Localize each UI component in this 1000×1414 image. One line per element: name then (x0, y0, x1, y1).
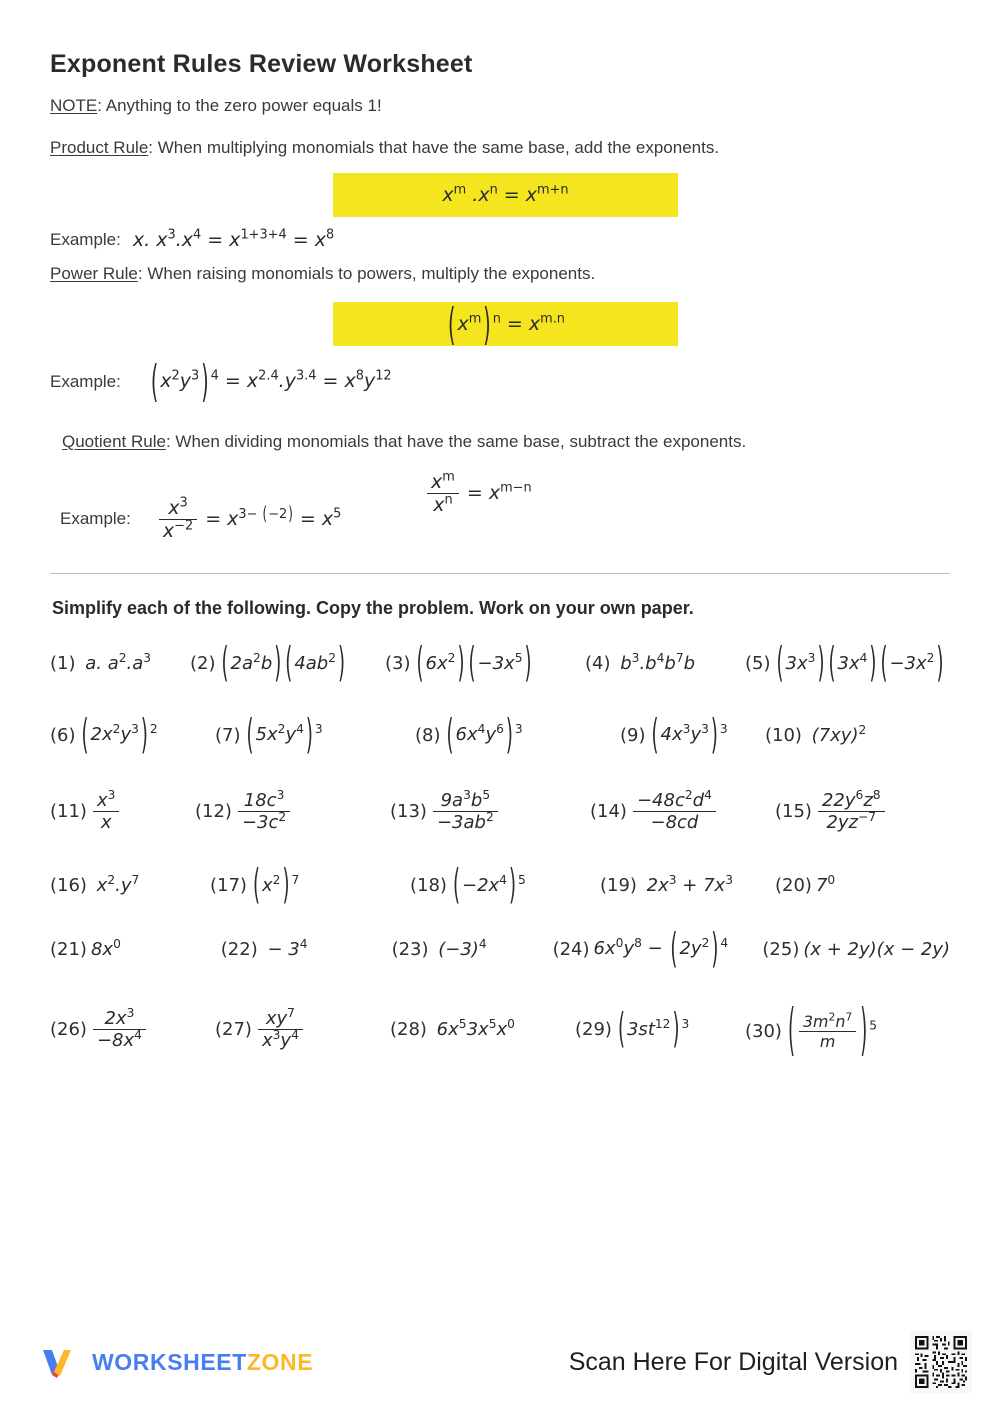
example-label: Example: (50, 230, 121, 250)
problem-number: (27) (215, 1018, 252, 1040)
problem-expression: $\frac{9a^3b^5}{-3ab^2}$ (431, 790, 500, 833)
problem-number: (30) (745, 1020, 782, 1042)
problem-20 (775, 875, 835, 896)
product-rule-description: : When multiplying monomials that have the same base, add the exponents. (148, 138, 720, 158)
problem-row-3 (50, 787, 950, 833)
problem-expression: a. $a^2.a^3$ (79, 651, 152, 675)
problem-expression: ( $2a^2b$ ) ( $4ab^2$ ) (221, 639, 346, 689)
problem-14 (590, 787, 775, 833)
problem-expression: $\frac{2x^3}{-8x^4}$ (91, 1008, 148, 1051)
problem-11 (50, 787, 195, 833)
product-rule-label: Product Rule (50, 138, 149, 158)
problem-expression: − $3^4$ (261, 936, 308, 960)
problem-number: (20) (775, 875, 812, 897)
problem-expression: ( $5x^2y^4$ ) $^3$ (246, 711, 323, 760)
problem-30 (745, 998, 878, 1064)
problem-27 (215, 1005, 390, 1051)
problem-25 (762, 939, 950, 960)
problem-13 (390, 787, 590, 833)
problem-expression: $(7xy)^2$ (805, 722, 867, 746)
problem-21 (50, 936, 221, 960)
problem-expression: $6x^53x^5x^0$ (430, 1016, 515, 1040)
problem-row-1 (50, 639, 950, 689)
problem-19 (600, 875, 775, 896)
problem-28 (390, 1016, 575, 1040)
power-rule-example-row (50, 356, 950, 408)
quotient-rule-example-row (60, 497, 341, 542)
problem-number: (28) (390, 1018, 427, 1040)
problem-expression: ( $3x^3$ ) ( $3x^4$ ) ( $-3x^2$ ) (776, 639, 944, 689)
product-rule-formula-banner (333, 173, 678, 217)
problem-expression: (x + 2y)(x − 2y) (803, 938, 950, 960)
problem-expression: $\frac{22y^6z^8}{2yz^{-7}}$ (816, 790, 887, 833)
power-rule-description: : When raising monomials to powers, multiply the exponents. (137, 264, 596, 284)
power-rule-line (50, 263, 950, 285)
problem-15 (775, 787, 887, 833)
problem-3 (385, 639, 585, 689)
problem-expression: $(-3)^4$ (432, 936, 487, 960)
problem-number: (16) (50, 875, 87, 897)
power-rule-formula: ( $x^m$ ) $^n = x^{m.n}$ (448, 299, 565, 350)
note-text: : Anything to the zero power equals 1! (97, 96, 382, 115)
problem-number: (19) (600, 875, 637, 897)
instructions-text: Simplify each of the following. Copy the problem. Work on your own paper. (52, 597, 694, 618)
problem-5 (745, 639, 945, 689)
problem-expression: $6x^0y^8$ − ( $2y^2$ ) $^4$ (593, 925, 729, 974)
qr-code-icon[interactable] (910, 1331, 972, 1393)
problem-number: (6) (50, 724, 76, 746)
problem-number: (15) (775, 800, 812, 822)
problem-number: (13) (390, 800, 427, 822)
example-label: Example: (60, 509, 131, 529)
logo-word-worksheet: WORKSHEET (92, 1348, 247, 1375)
problem-number: (23) (391, 938, 429, 960)
problem-7 (215, 711, 415, 760)
problem-number: (14) (590, 800, 627, 822)
quotient-rule-example: $\frac{x^3}{x^{-2}}$ = $x^{3- (-2)} = x^5$ (157, 497, 341, 542)
problem-9 (620, 711, 765, 760)
logo-word-zone: ZONE (246, 1348, 314, 1375)
problem-4 (585, 653, 745, 674)
note-line (50, 95, 950, 117)
problem-expression: ( $-2x^4$ ) $^5$ (452, 861, 526, 911)
note-label: NOTE (50, 96, 98, 115)
problem-expression: ( $6x^2$ ) ( $-3x^5$ ) (416, 639, 532, 689)
problem-row-6 (50, 998, 950, 1064)
problem-expression: ( $x^2$ ) $^7$ (252, 861, 300, 911)
problem-expression: $8x^0$ (90, 936, 121, 960)
problem-number: (24) (552, 938, 590, 960)
problem-number: (11) (50, 800, 87, 822)
power-rule-label: Power Rule (50, 264, 138, 284)
problem-number: (18) (410, 875, 447, 897)
problem-row-2 (50, 711, 950, 760)
quotient-rule-description: : When dividing monomials that have the same base, subtract the exponents. (165, 431, 747, 451)
problem-10 (765, 722, 867, 746)
problem-row-5 (50, 925, 950, 974)
example-label: Example: (50, 371, 121, 391)
section-divider (50, 573, 950, 574)
problem-number: (7) (215, 724, 241, 746)
problem-expression: ( $\frac{3m^2n^7}{m}$ ) $^5$ (787, 998, 878, 1064)
product-rule-example-row (50, 229, 950, 251)
problem-2 (190, 639, 385, 689)
problem-number: (29) (575, 1018, 612, 1040)
scan-text: Scan Here For Digital Version (568, 1347, 898, 1376)
problem-6 (50, 711, 215, 760)
problem-number: (12) (195, 800, 232, 822)
quotient-rule-line (50, 431, 950, 453)
problem-expression: $\frac{-48c^2d^4}{-8cd}$ (631, 790, 718, 833)
problem-number: (1) (50, 653, 76, 675)
problem-number: (8) (415, 724, 441, 746)
problem-expression: $7^0$ (815, 873, 836, 897)
power-rule-example: ( $x^2y^3$ ) $^4 = x^{2.4}.y^{3.4} = x^8y^{12}$ (150, 356, 392, 408)
product-rule-example: x. $x^3.x^4 = x^{1+3+4} = x^8$ (132, 227, 335, 252)
problem-expression: ( $3st^{12}$ ) $^3$ (617, 1005, 690, 1054)
problem-expression: ( $4x^3y^3$ ) $^3$ (651, 711, 728, 760)
problem-number: (2) (190, 653, 216, 675)
worksheet-zone-logo[interactable] (40, 1342, 313, 1382)
problem-expression: ( $2x^2y^3$ ) $^2$ (81, 711, 158, 760)
logo-text (92, 1349, 313, 1376)
product-rule-formula: $x^m$ $.x^n = x^{m+n}$ (442, 182, 569, 207)
problem-number: (22) (220, 938, 258, 960)
problem-number: (25) (762, 938, 800, 960)
problem-26 (50, 1005, 215, 1051)
problem-17 (210, 861, 410, 911)
problem-number: (9) (620, 724, 646, 746)
problem-expression: $2x^3 + 7x^3$ (640, 873, 734, 897)
problem-29 (575, 1005, 745, 1054)
problem-expression: $\frac{xy^7}{x^3y^4}$ (256, 1008, 305, 1051)
problem-number: (21) (50, 938, 87, 960)
problem-23 (391, 936, 553, 960)
quotient-rule-formula: $\frac{x^m}{x^n}$ = $x^{m-n}$ (425, 482, 532, 504)
problem-22 (220, 936, 392, 960)
problem-12 (195, 787, 390, 833)
problem-8 (415, 711, 620, 760)
problem-18 (410, 861, 600, 911)
power-rule-formula-banner (333, 299, 678, 350)
problem-expression: $\frac{x^3}{x}$ (91, 790, 121, 833)
problem-number: (26) (50, 1018, 87, 1040)
problem-16 (50, 875, 210, 896)
scan-section (569, 1331, 972, 1393)
page-title: Exponent Rules Review Worksheet (50, 50, 473, 78)
problem-number: (10) (765, 724, 802, 746)
problem-number: (5) (745, 653, 771, 675)
problem-expression: ( $6x^4y^6$ ) $^3$ (446, 711, 523, 760)
problem-expression: $\frac{18c^3}{-3c^2}$ (236, 790, 292, 833)
quotient-rule-label: Quotient Rule (62, 431, 166, 451)
problem-row-4 (50, 861, 950, 911)
problem-expression: $x^2.y^7$ (90, 873, 140, 897)
page-footer (0, 1324, 1000, 1414)
problem-24 (552, 925, 763, 974)
problem-expression: $b^3.b^4b^7b$ (614, 651, 696, 675)
problem-1 (50, 653, 190, 674)
problem-number: (4) (585, 653, 611, 675)
quotient-rule-block (50, 453, 950, 549)
w-logo-icon (40, 1342, 80, 1382)
problem-number: (3) (385, 653, 411, 675)
product-rule-line (50, 137, 950, 159)
problem-number: (17) (210, 875, 247, 897)
